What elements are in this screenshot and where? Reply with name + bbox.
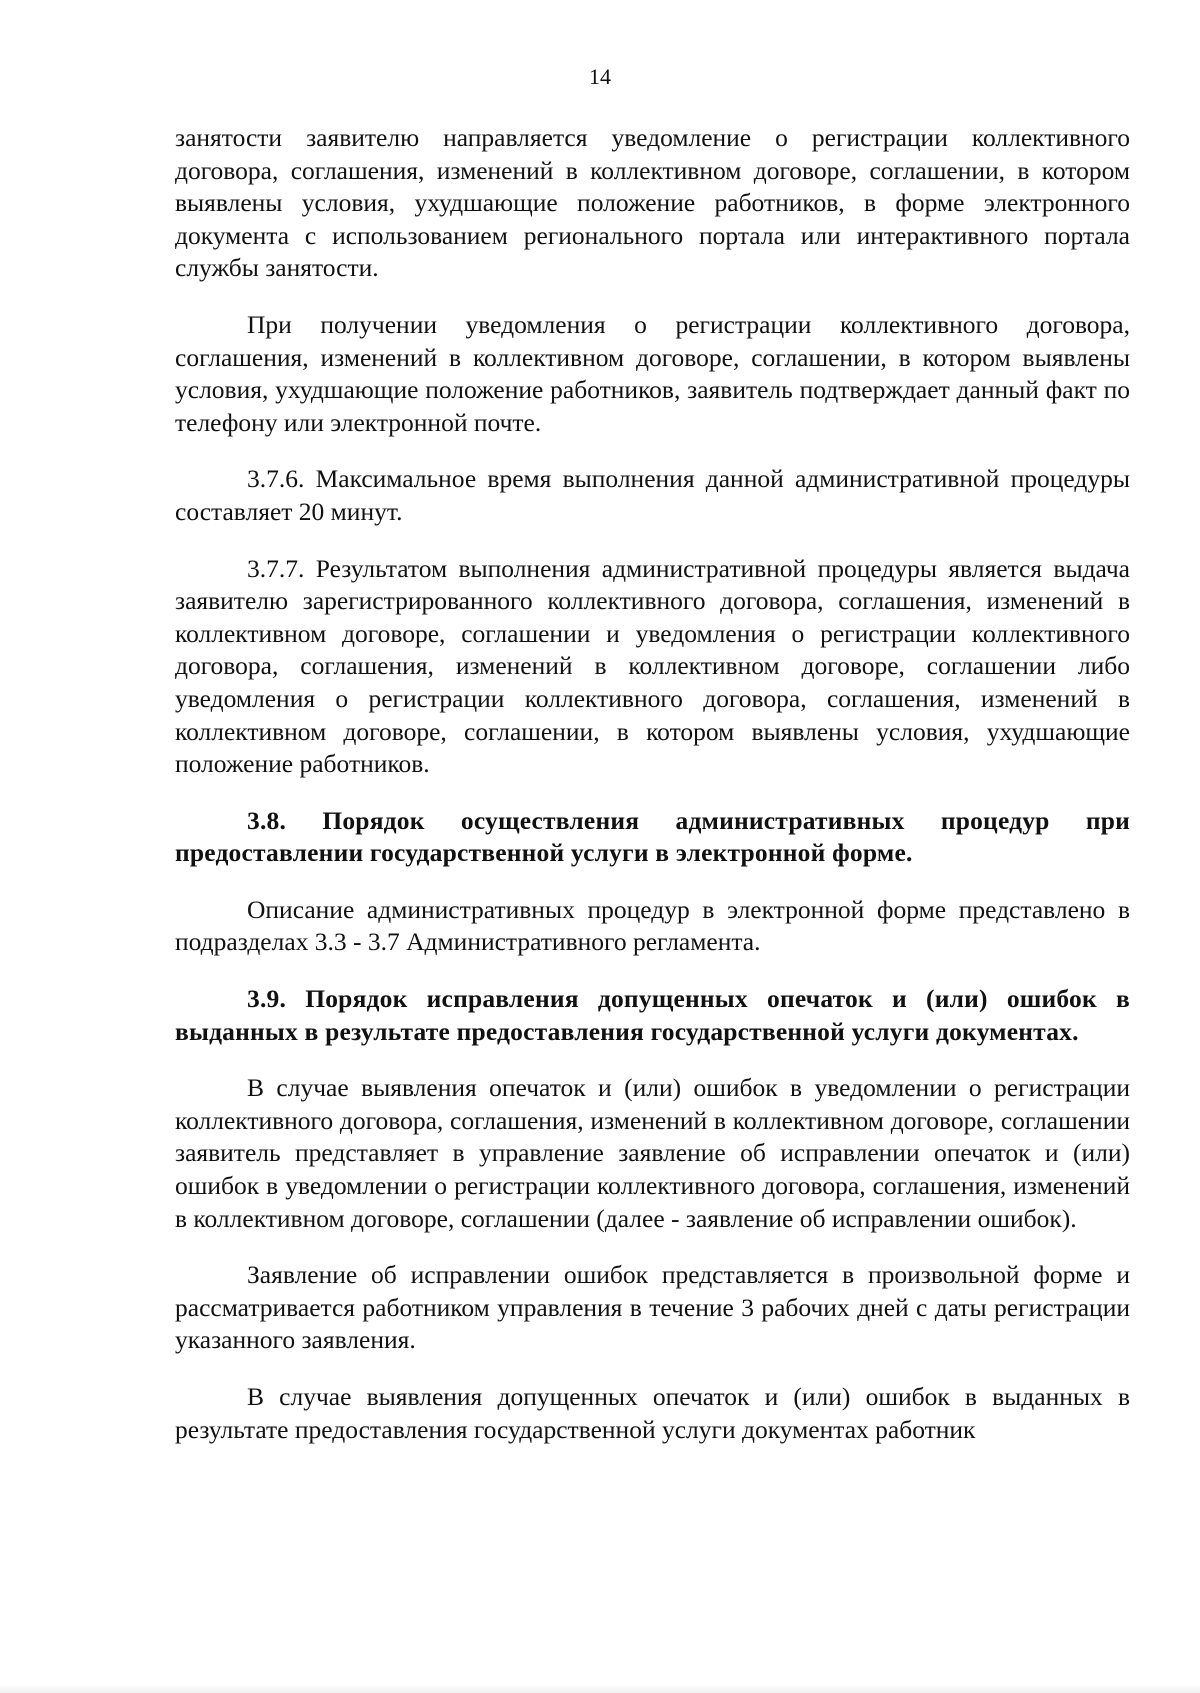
paragraph-review-period: Заявление об исправлении ошибок представляется в произвольной форме и рассматривается работником управления в течение 3 рабочих дней с даты регистрации указанного заявления. [175, 1260, 1130, 1355]
paragraph-confirmation: При получении уведомления о регистрации коллективного договора, соглашения, изменений в коллективном договоре, соглашении, в котором выявлены условия, ухудшающие положение работников, заявитель подтверждает данный факт по телефону или электронной почте. [175, 309, 1130, 437]
paragraph-electronic-form: Описание административных процедур в электронной форме представлено в подразделах 3.3 - 3.7 Административного регламента. [175, 894, 1130, 957]
paragraph-3-7-7: 3.7.7. Результатом выполнения административной процедуры является выдача заявителю зарегистрированного коллективного договора, соглашения, изменений в коллективном договоре, соглашении и уведомления о регистрации коллективного договора, соглашения, изменений в коллективном договоре, соглашении либо уведомления о регистрации коллективного договора, соглашения, изменений в коллективном договоре, соглашении, в котором выявлены условия, ухудшающие положение работников. [175, 553, 1130, 779]
section-heading-3-9: 3.9. Порядок исправления допущенных опечаток и (или) ошибок в выданных в результате предоставления государственной услуги документах. [175, 984, 1130, 1046]
paragraph-error-detection: В случае выявления опечаток и (или) ошибок в уведомлении о регистрации коллективного договора, соглашения, изменений в коллективном договоре, соглашении заявитель представляет в управление заявление об исправлении опечаток и (или) ошибок в уведомлении о регистрации коллективного договора, соглашения, изменений в коллективном договоре, соглашении (далее - заявление об исправлении ошибок). [175, 1073, 1130, 1233]
page-number: 14 [589, 64, 611, 89]
section-heading-3-8: 3.8. Порядок осуществления административных процедур при предоставлении государственной услуги в электронной форме. [175, 805, 1130, 868]
document-body [175, 122, 1130, 1446]
paragraph-3-7-6: 3.7.6. Максимальное время выполнения данной административной процедуры составляет 20 минут. [175, 464, 1130, 526]
paragraph-correction-start: В случае выявления допущенных опечаток и (или) ошибок в выданных в результате предоставления государственной услуги документах работник [175, 1382, 1130, 1444]
scan-bottom-edge [0, 1685, 1200, 1693]
paragraph-continuation: занятости заявителю направляется уведомление о регистрации коллективного договора, соглашения, изменений в коллективном договоре, соглашении, в котором выявлены условия, ухудшающие положение работников, в форме электронного документа с использованием регионального портала или интерактивного портала службы занятости. [175, 123, 1130, 283]
